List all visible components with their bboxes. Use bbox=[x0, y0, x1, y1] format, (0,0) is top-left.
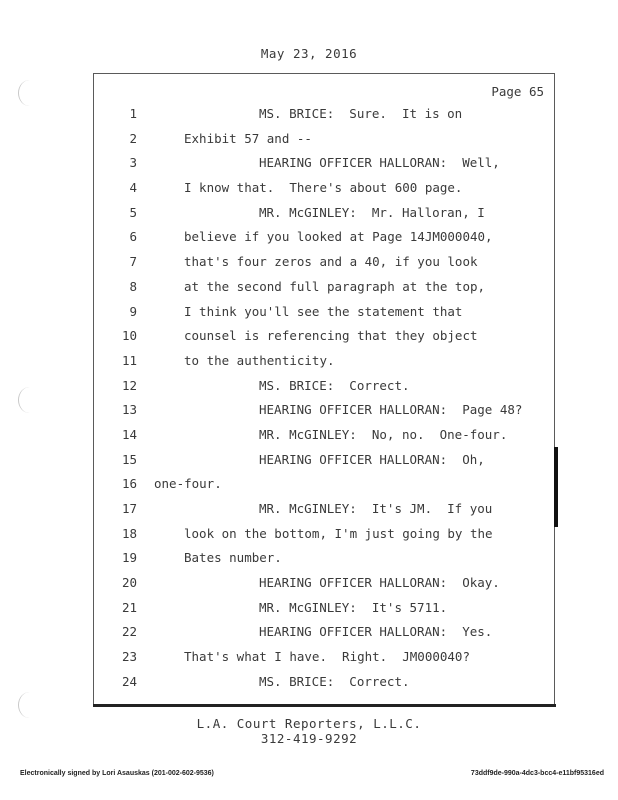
transcript-line bbox=[94, 279, 554, 304]
line-number: 20 bbox=[121, 575, 137, 591]
transcript-line bbox=[94, 526, 554, 551]
transcript-line bbox=[94, 452, 554, 477]
page-number: Page 65 bbox=[491, 84, 544, 99]
margin-bar bbox=[554, 447, 558, 527]
line-text: counsel is referencing that they object bbox=[184, 328, 478, 344]
line-text: That's what I have. Right. JM000040? bbox=[184, 649, 470, 665]
line-number: 21 bbox=[121, 599, 137, 615]
transcript-line bbox=[94, 155, 554, 180]
transcript-line bbox=[94, 254, 554, 279]
line-number: 19 bbox=[121, 550, 137, 566]
punch-hole-bottom bbox=[18, 692, 41, 718]
line-text: Bates number. bbox=[184, 550, 282, 566]
transcript-line bbox=[94, 600, 554, 625]
line-number: 23 bbox=[121, 649, 137, 665]
transcript-line bbox=[94, 304, 554, 329]
line-number: 7 bbox=[129, 254, 137, 270]
transcript-line bbox=[94, 476, 554, 501]
reporter-company: L.A. Court Reporters, L.L.C. bbox=[196, 716, 422, 731]
transcript-line bbox=[94, 353, 554, 378]
line-text: MR. McGINLEY: It's 5711. bbox=[259, 599, 448, 615]
transcript-line bbox=[94, 131, 554, 156]
transcript-line bbox=[94, 328, 554, 353]
line-text: HEARING OFFICER HALLORAN: Okay. bbox=[259, 575, 500, 591]
transcript-line bbox=[94, 402, 554, 427]
line-number: 11 bbox=[121, 352, 137, 368]
line-text: MR. McGINLEY: It's JM. If you bbox=[259, 501, 493, 516]
line-number: 15 bbox=[121, 451, 137, 467]
line-number: 12 bbox=[121, 377, 137, 393]
line-text: MS. BRICE: Sure. It is on bbox=[259, 106, 463, 121]
line-number: 10 bbox=[121, 328, 137, 344]
transcript-line bbox=[94, 205, 554, 230]
line-number: 4 bbox=[129, 180, 137, 196]
line-text: at the second full paragraph at the top, bbox=[184, 278, 486, 294]
transcript-line bbox=[94, 624, 554, 649]
line-number: 6 bbox=[129, 229, 137, 245]
line-text: I know that. There's about 600 page. bbox=[184, 180, 463, 196]
electronic-signature: Electronically signed by Lori Asauskas (201-002-602-9536) bbox=[20, 770, 214, 777]
line-number: 14 bbox=[121, 426, 137, 442]
line-text: Exhibit 57 and -- bbox=[184, 130, 312, 146]
transcript-line bbox=[94, 180, 554, 205]
transcript-line bbox=[94, 674, 554, 699]
line-number: 5 bbox=[129, 204, 137, 220]
line-number: 18 bbox=[121, 525, 137, 541]
line-text: that's four zeros and a 40, if you look bbox=[184, 254, 478, 270]
transcript-line bbox=[94, 427, 554, 452]
line-text: one-four. bbox=[154, 476, 222, 492]
line-number: 1 bbox=[129, 106, 137, 121]
transcript-date: May 23, 2016 bbox=[260, 46, 358, 61]
line-number: 17 bbox=[121, 501, 137, 516]
line-number: 9 bbox=[129, 303, 137, 319]
line-number: 2 bbox=[129, 130, 137, 146]
transcript-line bbox=[94, 378, 554, 403]
line-text: HEARING OFFICER HALLORAN: Well, bbox=[259, 155, 500, 171]
line-number: 24 bbox=[121, 673, 137, 689]
line-text: believe if you looked at Page 14JM000040, bbox=[184, 229, 493, 245]
transcript-line bbox=[94, 106, 554, 131]
line-number: 22 bbox=[121, 624, 137, 640]
document-hash: 73ddf9de-990a-4dc3-bcc4-e11bf95316ed bbox=[470, 770, 604, 777]
line-number: 13 bbox=[121, 402, 137, 418]
transcript-lines bbox=[94, 106, 554, 699]
transcript-line bbox=[94, 575, 554, 600]
transcript-line bbox=[94, 229, 554, 254]
transcript-line bbox=[94, 649, 554, 674]
line-text: HEARING OFFICER HALLORAN: Yes. bbox=[259, 624, 493, 640]
line-text: MS. BRICE: Correct. bbox=[259, 377, 410, 393]
frame-bottom-rule bbox=[93, 704, 556, 707]
transcript-page-frame bbox=[93, 73, 555, 706]
line-text: look on the bottom, I'm just going by the bbox=[184, 525, 493, 541]
transcript-line bbox=[94, 501, 554, 526]
punch-hole-top bbox=[18, 80, 41, 106]
punch-hole-middle bbox=[18, 387, 41, 413]
line-text: MS. BRICE: Correct. bbox=[259, 673, 410, 689]
line-number: 3 bbox=[129, 155, 137, 171]
line-number: 16 bbox=[121, 476, 137, 492]
line-text: to the authenticity. bbox=[184, 352, 335, 368]
transcript-line bbox=[94, 550, 554, 575]
line-text: I think you'll see the statement that bbox=[184, 303, 463, 319]
line-text: HEARING OFFICER HALLORAN: Page 48? bbox=[259, 402, 523, 418]
line-text: MR. McGINLEY: Mr. Halloran, I bbox=[259, 204, 485, 220]
line-text: HEARING OFFICER HALLORAN: Oh, bbox=[259, 451, 485, 467]
line-number: 8 bbox=[129, 278, 137, 294]
reporter-phone: 312-419-9292 bbox=[260, 731, 358, 746]
line-text: MR. McGINLEY: No, no. One-four. bbox=[259, 426, 508, 442]
